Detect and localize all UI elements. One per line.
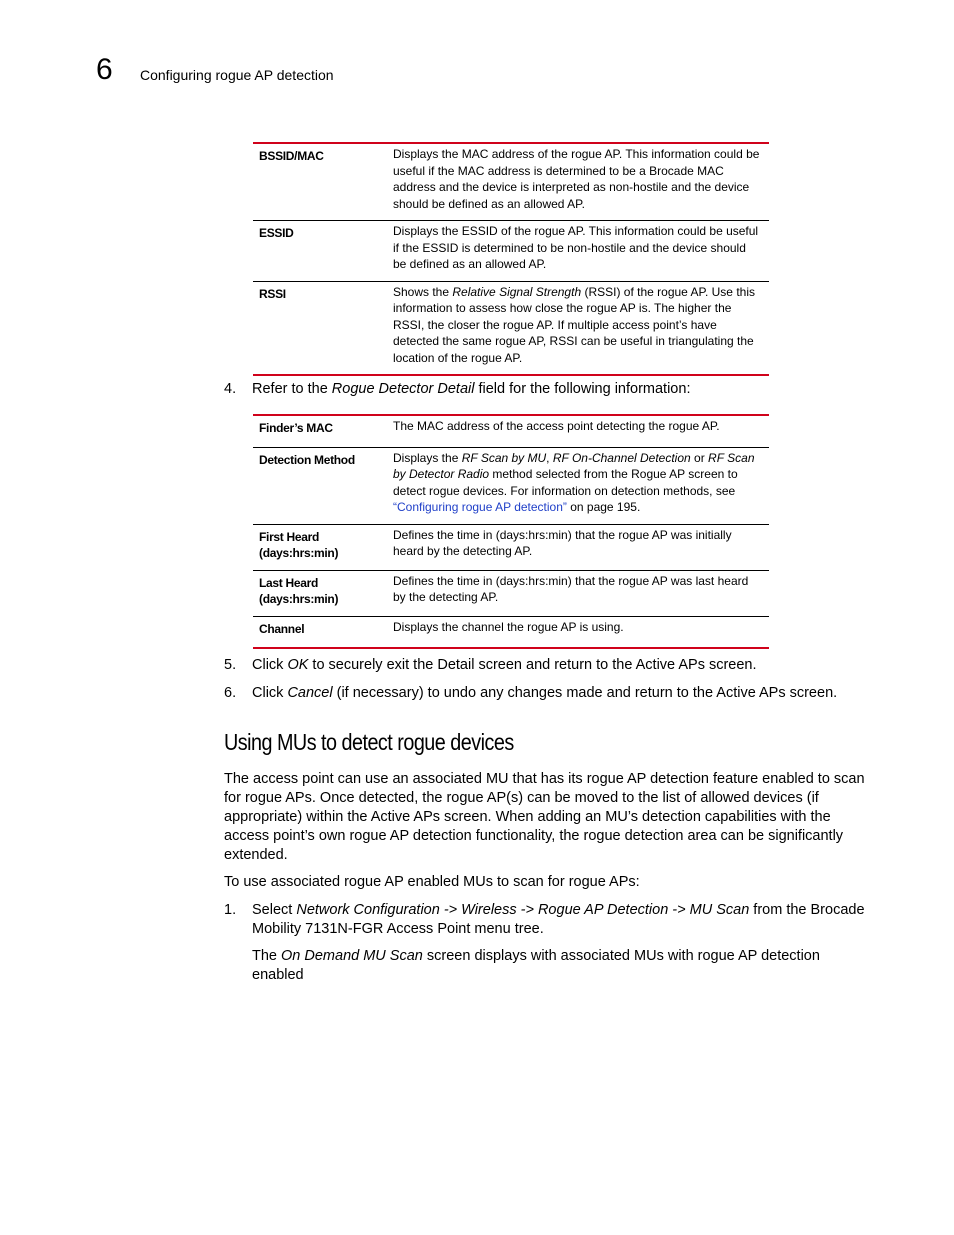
step-1 bbox=[224, 901, 874, 941]
table-row bbox=[253, 415, 769, 447]
text-run: (if necessary) to undo any changes made and return to the Active APs screen. bbox=[332, 685, 838, 701]
text-run: Click bbox=[252, 657, 288, 673]
text-run: Displays the bbox=[393, 450, 462, 465]
step-number: 5. bbox=[224, 657, 237, 673]
emphasis-text: RF On-Channel Detection bbox=[552, 450, 691, 465]
table-term bbox=[253, 570, 393, 616]
table-term: ESSID bbox=[259, 226, 294, 240]
table-term: Finder’s MAC bbox=[259, 421, 333, 435]
step-text bbox=[252, 656, 868, 675]
term-line: First Heard bbox=[259, 529, 320, 544]
emphasis-text: RF Scan by Detector Radio bbox=[393, 450, 755, 481]
running-header-title: Configuring rogue AP detection bbox=[140, 67, 334, 83]
step-text bbox=[252, 901, 870, 939]
text-run: (RSSI) of the rogue AP. Use this information to assess how close the rogue AP is. The higher the RSSI, the closer the rogue AP. If multiple access point’s have detected the same rogue AP, RSSI can be useful in triangulating the location of the rogue AP. bbox=[393, 284, 755, 365]
table-row bbox=[253, 616, 769, 648]
step-5 bbox=[224, 656, 874, 676]
emphasis-text: Relative Signal Strength bbox=[452, 284, 582, 299]
table-description: Displays the ESSID of the rogue AP. This information could be useful if the ESSID is determined to be non-hostile and the device should be defined as an allowed AP. bbox=[393, 224, 759, 271]
text-run: on page 195. bbox=[566, 500, 641, 514]
table-row bbox=[253, 570, 769, 616]
text-run: field for the following information: bbox=[474, 381, 691, 397]
table-term: RSSI bbox=[259, 286, 286, 301]
chapter-number: 6 bbox=[96, 53, 113, 86]
table-term: BSSID/MAC bbox=[259, 149, 324, 163]
term-line: (days:hrs:min) bbox=[259, 546, 339, 560]
text-run: , bbox=[546, 450, 553, 465]
field-table-rogue-ap bbox=[253, 142, 769, 376]
step-text bbox=[252, 380, 868, 399]
table-description: The MAC address of the access point detecting the rogue AP. bbox=[393, 419, 720, 433]
body-paragraph: To use associated rogue AP enabled MUs to scan for rogue APs: bbox=[224, 874, 640, 890]
text-run: The bbox=[252, 948, 282, 964]
text-run: Click bbox=[252, 685, 288, 701]
table-description bbox=[393, 447, 769, 524]
table-description bbox=[393, 281, 769, 375]
table-row bbox=[253, 221, 769, 282]
table-description: Displays the MAC address of the rogue AP. This information could be useful if the MAC address is determined to be a Brocade MAC address and the device is interpreted as non-hostile and the device should be defined as an allowed AP. bbox=[393, 147, 760, 211]
table-description: Displays the channel the rogue AP is using. bbox=[393, 619, 624, 634]
table-row bbox=[253, 281, 769, 375]
table-term bbox=[253, 524, 393, 570]
emphasis-text: On Demand MU Scan bbox=[281, 948, 423, 964]
term-line: (days:hrs:min) bbox=[259, 592, 339, 606]
section-heading: Using MUs to detect rogue devices bbox=[224, 729, 514, 755]
emphasis-text: Rogue Detector Detail bbox=[331, 381, 475, 397]
text-run: or bbox=[690, 450, 709, 465]
table-term: Channel bbox=[259, 621, 305, 636]
term-line: Last Heard bbox=[259, 575, 319, 590]
emphasis-text: RF Scan by MU bbox=[461, 450, 547, 465]
cross-reference-link[interactable]: “Configuring rogue AP detection” bbox=[393, 500, 567, 514]
text-run: screen displays with associated MUs with rogue AP detection enabled bbox=[252, 948, 820, 983]
table-term: Detection Method bbox=[259, 452, 355, 467]
table-description: Defines the time in (days:hrs:min) that the rogue AP was initially heard by the detecting AP. bbox=[393, 527, 732, 558]
text-run: to securely exit the Detail screen and return to the Active APs screen. bbox=[308, 657, 757, 673]
step-number: 6. bbox=[224, 685, 237, 701]
step-note bbox=[252, 947, 852, 985]
step-4 bbox=[224, 380, 874, 400]
table-description: Defines the time in (days:hrs:min) that the rogue AP was last heard by the detecting AP. bbox=[393, 573, 749, 604]
text-run: from the Brocade Mobility 7131N-FGR Access Point menu tree. bbox=[252, 902, 865, 937]
table-row bbox=[253, 143, 769, 221]
field-table-rogue-detector-detail bbox=[253, 414, 769, 649]
text-run: Shows the bbox=[393, 284, 453, 299]
text-run: Select bbox=[252, 902, 297, 918]
text-run: Refer to the bbox=[252, 381, 332, 397]
body-paragraph: The access point can use an associated MU that has its rogue AP detection feature enabled to scan for rogue APs. Once detected, the rogue AP(s) can be moved to the list of allowed devices (if appropriate) within the Active APs screen. When adding an MU’s detection capabilities with the access point’s own rogue AP detection functionality, the rogue detection area can be significantly extended. bbox=[224, 771, 865, 863]
emphasis-text: OK bbox=[287, 657, 309, 673]
emphasis-text: Network Configuration -> Wireless -> Rogue AP Detection -> MU Scan bbox=[296, 902, 750, 918]
table-row bbox=[253, 524, 769, 570]
text-run: method selected from the Rogue AP screen to detect rogue devices. For information on detection methods, see bbox=[393, 467, 738, 498]
step-number: 4. bbox=[224, 381, 237, 397]
step-6 bbox=[224, 684, 874, 704]
table-row bbox=[253, 447, 769, 524]
step-text bbox=[252, 684, 868, 703]
step-number: 1. bbox=[224, 902, 237, 918]
emphasis-text: Cancel bbox=[287, 685, 333, 701]
